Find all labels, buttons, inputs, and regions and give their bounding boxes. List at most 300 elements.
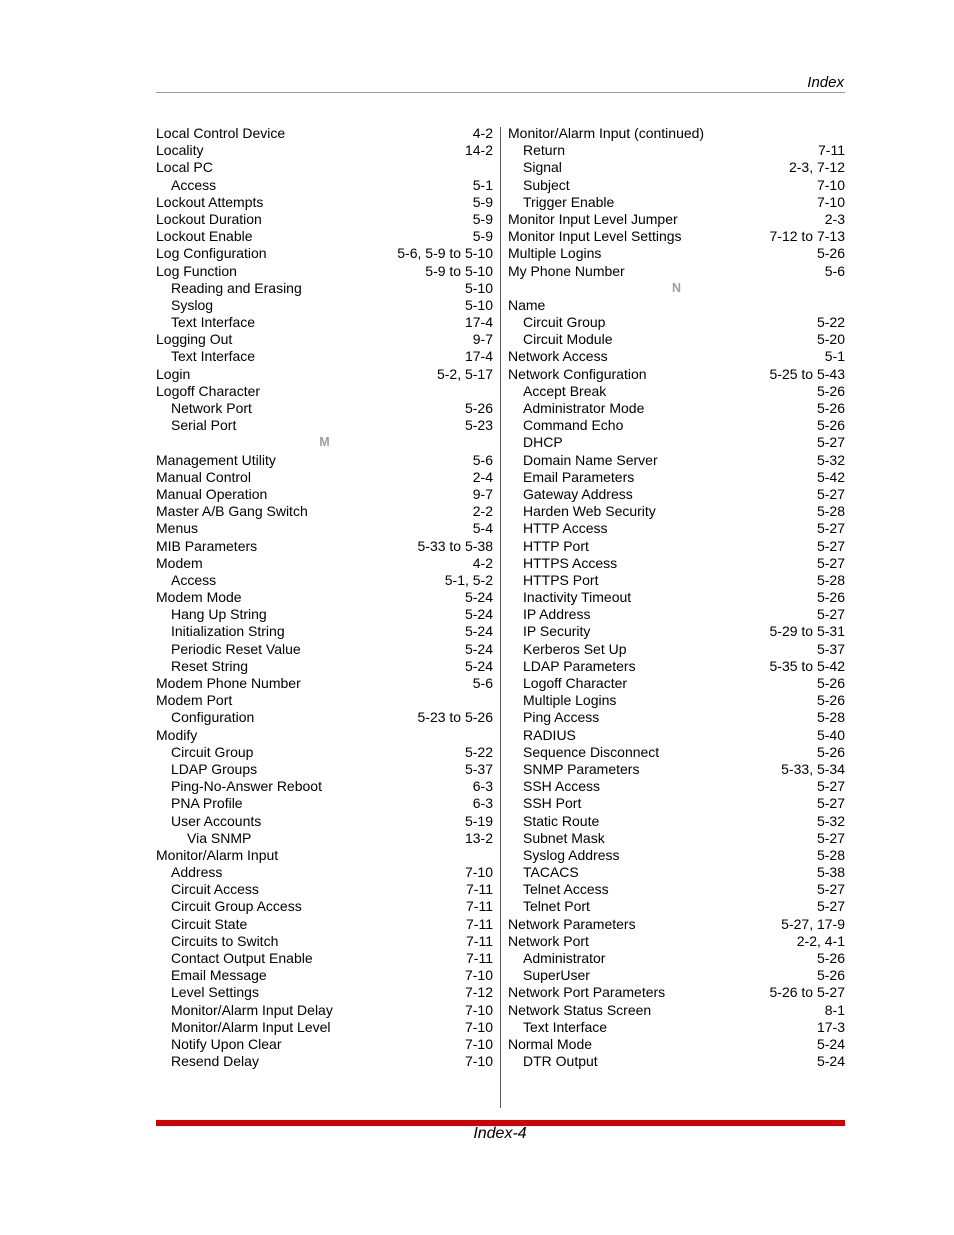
index-page-ref: 7-11 (466, 881, 493, 898)
index-subentry (508, 383, 845, 400)
index-term: Management Utility (156, 451, 276, 468)
index-subentry (508, 778, 845, 795)
index-term: DHCP (523, 434, 563, 451)
index-page-ref: 5-9 (472, 228, 493, 245)
index-term: Contact Output Enable (171, 950, 313, 966)
index-subentry (508, 1053, 845, 1070)
index-term: Domain Name Server (523, 451, 658, 468)
index-entry (508, 228, 845, 245)
index-page-ref: 7-11 (466, 950, 493, 966)
index-term: Modem Mode (156, 589, 242, 606)
index-term: Monitor Input Level Settings (508, 228, 682, 245)
index-subentry (508, 881, 845, 898)
index-page-ref: 5-27 (816, 795, 845, 812)
index-page-ref: 5-24 (464, 657, 493, 674)
index-term: Logoff Character (523, 675, 628, 691)
index-term: User Accounts (171, 812, 262, 829)
index-subentry (156, 984, 493, 1001)
index-subentry (508, 469, 845, 486)
index-subentry (508, 452, 845, 469)
index-term: Multiple Logins (523, 692, 617, 709)
index-page-ref: 5-9 (472, 193, 493, 210)
index-page-ref: 5-42 (816, 468, 845, 485)
index-page-ref: 5-35 to 5-42 (769, 657, 845, 674)
index-page-ref: 5-27 (816, 898, 845, 915)
page-section-label: Index (807, 74, 844, 91)
index-term: Administrator (523, 950, 606, 966)
index-page-ref: 7-11 (466, 915, 493, 932)
index-subentry (508, 641, 845, 658)
index-entry (156, 263, 493, 280)
index-subentry (156, 641, 493, 658)
index-page-ref: 5-22 (816, 314, 845, 331)
index-term: Lockout Duration (156, 210, 262, 227)
index-term: Return (523, 142, 566, 159)
index-term: Kerberos Set Up (523, 640, 627, 657)
index-term: Notify Upon Clear (171, 1035, 282, 1052)
index-page-ref: 6-3 (472, 795, 493, 812)
index-subentry (508, 434, 845, 451)
index-subentry (508, 555, 845, 572)
index-page-ref: 7-11 (818, 142, 845, 159)
index-subentry (156, 280, 493, 297)
index-subentry (508, 727, 845, 744)
index-subentry (508, 142, 845, 159)
index-term: Network Access (508, 348, 608, 365)
index-page-ref: 2-3 (824, 210, 845, 227)
index-page-ref: 5-27, 17-9 (781, 915, 845, 932)
index-page-ref: 4-2 (472, 125, 493, 141)
index-page-ref: 17-4 (464, 348, 493, 365)
index-term: Circuit Access (171, 881, 259, 898)
index-term: IP Address (523, 606, 591, 623)
index-page-ref: 5-37 (816, 640, 845, 657)
index-term: SNMP Parameters (523, 760, 640, 777)
index-subentry (156, 177, 493, 194)
index-entry (156, 159, 493, 176)
index-page-ref: 7-10 (464, 864, 493, 881)
index-term: Subnet Mask (523, 829, 605, 846)
index-term: Email Parameters (523, 468, 635, 485)
index-column-right (508, 125, 845, 1070)
index-page-ref: 5-27 (816, 881, 845, 898)
index-subentry (508, 847, 845, 864)
index-term: Initialization String (171, 623, 285, 640)
index-term: Serial Port (171, 417, 237, 434)
index-subentry (156, 1019, 493, 1036)
index-term: HTTP Port (523, 537, 589, 554)
index-term: Reading and Erasing (171, 279, 302, 296)
index-entry (156, 503, 493, 520)
index-term: Logoff Character (156, 382, 261, 399)
index-subentry (156, 967, 493, 984)
index-subentry (156, 813, 493, 830)
index-entry (156, 228, 493, 245)
index-page-ref: 5-10 (464, 296, 493, 313)
index-page-ref: 7-10 (816, 176, 845, 193)
index-page-ref: 4-2 (472, 554, 493, 571)
index-page-ref: 5-33 to 5-38 (417, 537, 493, 554)
index-term: Modem (156, 554, 203, 571)
index-page-ref: 5-6 (472, 451, 493, 468)
index-page-ref: 5-26 (816, 743, 845, 760)
index-page-ref: 6-3 (472, 778, 493, 795)
index-term: Syslog (171, 296, 214, 313)
index-term: Modify (156, 726, 198, 743)
index-term: Harden Web Security (523, 503, 656, 520)
index-entry (156, 675, 493, 692)
index-subentry (156, 795, 493, 812)
index-term: Reset String (171, 657, 249, 674)
index-entry (508, 245, 845, 262)
index-page-ref: 5-26 (816, 245, 845, 262)
index-term: Circuits to Switch (171, 932, 279, 949)
index-subentry (156, 348, 493, 365)
index-term: Telnet Access (523, 881, 609, 898)
index-entry (156, 727, 493, 744)
index-page-ref: 5-28 (816, 709, 845, 726)
index-page-ref: 5-27 (816, 778, 845, 795)
index-subentry (508, 675, 845, 692)
index-page-ref: 13-2 (464, 829, 493, 846)
index-page-ref: 5-26 to 5-27 (769, 984, 845, 1001)
index-subentry (508, 795, 845, 812)
index-subentry (156, 778, 493, 795)
index-page-ref: 5-9 to 5-10 (425, 262, 493, 279)
index-page-ref: 5-32 (816, 451, 845, 468)
index-subentry (508, 606, 845, 623)
index-entry (508, 125, 845, 142)
index-entry (156, 520, 493, 537)
index-term: Circuit Group (171, 743, 254, 760)
index-term: Normal Mode (508, 1035, 593, 1052)
index-letter-heading: M (319, 435, 330, 450)
index-term: Accept Break (523, 382, 607, 399)
index-subentry (156, 314, 493, 331)
page-number: Index-4 (473, 1125, 527, 1142)
index-page-ref: 5-26 (816, 400, 845, 416)
index-subentry (156, 950, 493, 967)
index-term: Master A/B Gang Switch (156, 503, 308, 520)
index-entry (156, 847, 493, 864)
index-page-ref: 5-24 (816, 1035, 845, 1052)
index-subentry (508, 967, 845, 984)
index-page-ref: 5-24 (464, 640, 493, 657)
index-entry (156, 589, 493, 606)
index-page-ref: 5-28 (816, 571, 845, 588)
index-entry (156, 692, 493, 709)
index-page-ref: 17-3 (816, 1018, 845, 1035)
index-term: Circuit Group (523, 314, 606, 331)
index-term: Syslog Address (523, 846, 620, 863)
index-entry (156, 486, 493, 503)
index-term: Via SNMP (187, 829, 252, 846)
index-term: Monitor/Alarm Input Level (171, 1018, 331, 1035)
index-term: Log Function (156, 262, 237, 279)
index-page-ref: 2-4 (472, 468, 493, 485)
index-term: HTTP Access (523, 520, 608, 537)
index-page-ref: 7-10 (464, 1001, 493, 1018)
index-term: Signal (523, 159, 562, 176)
index-subentry (508, 761, 845, 778)
index-page-ref: 5-6, 5-9 to 5-10 (397, 245, 493, 262)
index-subentry (508, 623, 845, 640)
index-term: Subject (523, 176, 570, 193)
index-term: Inactivity Timeout (523, 589, 632, 606)
index-subentry (508, 898, 845, 915)
index-subentry (508, 331, 845, 348)
index-subentry (156, 606, 493, 623)
index-page-ref: 5-27 (816, 554, 845, 571)
index-subentry (156, 417, 493, 434)
index-term: TACACS (523, 864, 579, 881)
index-column-left (156, 125, 493, 1070)
index-page-ref: 5-10 (464, 279, 493, 296)
index-term: Text Interface (171, 348, 256, 365)
index-page-ref: 5-26 (816, 692, 845, 709)
index-page-ref: 5-40 (816, 726, 845, 743)
index-term: Monitor/Alarm Input Delay (171, 1001, 333, 1018)
index-entry (508, 297, 845, 314)
index-term: Network Parameters (508, 915, 636, 932)
index-page-ref: 5-23 to 5-26 (417, 709, 493, 726)
index-page-ref: 7-11 (466, 898, 493, 915)
index-page-ref: 5-26 (816, 382, 845, 399)
index-entry (156, 194, 493, 211)
index-subentry (156, 1036, 493, 1053)
index-page-ref: 5-2, 5-17 (436, 365, 493, 382)
index-term: Locality (156, 142, 204, 159)
index-page-ref: 5-4 (472, 520, 493, 537)
index-term: Multiple Logins (508, 245, 602, 262)
index-term: Name (508, 296, 546, 313)
index-term: Email Message (171, 967, 267, 984)
index-subentry (508, 194, 845, 211)
index-subentry (508, 177, 845, 194)
index-term: Ping-No-Answer Reboot (171, 778, 322, 795)
index-subentry (508, 864, 845, 881)
index-term: Monitor Input Level Jumper (508, 210, 678, 227)
index-subentry (508, 744, 845, 761)
index-page-ref: 5-24 (464, 589, 493, 606)
index-term: Telnet Port (523, 898, 590, 915)
index-term: Local PC (156, 159, 213, 176)
index-page-ref: 5-24 (464, 606, 493, 623)
index-page-ref: 5-27 (816, 829, 845, 846)
index-entry (156, 452, 493, 469)
index-page-ref: 5-29 to 5-31 (769, 623, 845, 640)
index-subentry (156, 916, 493, 933)
index-page-ref: 5-1 (824, 348, 845, 365)
index-page-ref: 5-28 (816, 503, 845, 520)
index-term: Text Interface (523, 1018, 608, 1035)
index-entry (156, 469, 493, 486)
index-term: LDAP Groups (171, 760, 258, 777)
index-term: Circuit Module (523, 331, 613, 348)
index-term: Local Control Device (156, 125, 286, 141)
index-term: Manual Operation (156, 485, 268, 502)
index-term: Network Configuration (508, 365, 647, 382)
index-entry (508, 1002, 845, 1019)
index-entry (508, 984, 845, 1001)
index-page-ref: 7-11 (466, 932, 493, 949)
index-term: Circuit Group Access (171, 898, 302, 915)
index-term: SuperUser (523, 967, 590, 984)
index-entry (156, 555, 493, 572)
index-term: Network Port (508, 932, 589, 949)
index-term: Configuration (171, 709, 255, 726)
index-subentry (156, 658, 493, 675)
index-term: My Phone Number (508, 262, 625, 279)
index-page-ref: 2-2 (472, 503, 493, 520)
index-term: Sequence Disconnect (523, 743, 660, 760)
index-term: Lockout Attempts (156, 193, 264, 210)
index-term: Login (156, 365, 191, 382)
index-entry (508, 211, 845, 228)
index-subentry (156, 933, 493, 950)
index-subentry (508, 538, 845, 555)
index-subentry (156, 572, 493, 589)
index-term: Static Route (523, 812, 600, 829)
index-term: Network Port (171, 400, 252, 416)
index-subentry (508, 589, 845, 606)
index-term: Periodic Reset Value (171, 640, 301, 657)
index-page-ref: 5-20 (816, 331, 845, 348)
index-term: Gateway Address (523, 485, 633, 502)
index-term: PNA Profile (171, 795, 243, 812)
index-subentry (156, 297, 493, 314)
index-subentry (156, 830, 493, 847)
index-page-ref: 17-4 (464, 314, 493, 331)
index-term: Monitor/Alarm Input (156, 846, 279, 863)
index-term: Logging Out (156, 331, 233, 348)
index-letter-heading: N (671, 280, 682, 295)
index-page-ref: 5-32 (816, 812, 845, 829)
index-term: Modem Phone Number (156, 675, 301, 691)
index-term: Command Echo (523, 417, 624, 434)
index-subentry (508, 692, 845, 709)
index-page-ref: 5-38 (816, 864, 845, 881)
index-entry (156, 538, 493, 555)
index-term: SSH Port (523, 795, 582, 812)
index-term: SSH Access (523, 778, 601, 795)
index-term: RADIUS (523, 726, 576, 743)
index-page-ref: 2-2, 4-1 (796, 932, 845, 949)
index-page-ref: 14-2 (464, 142, 493, 159)
index-page-ref: 7-10 (464, 1053, 493, 1070)
index-page-ref: 9-7 (472, 331, 493, 348)
index-page-ref: 5-28 (816, 846, 845, 863)
index-subentry (156, 400, 493, 417)
index-term: HTTPS Port (523, 571, 599, 588)
index-page-ref: 9-7 (472, 485, 493, 502)
index-entry (508, 1036, 845, 1053)
index-term: LDAP Parameters (523, 657, 636, 674)
index-subentry (508, 950, 845, 967)
index-subentry (156, 761, 493, 778)
index-entry (156, 331, 493, 348)
index-subentry (508, 1019, 845, 1036)
index-page-ref: 5-26 (816, 417, 845, 434)
index-subentry (156, 1002, 493, 1019)
index-term: Access (171, 176, 217, 193)
index-page-ref: 5-6 (472, 675, 493, 691)
index-term: Administrator Mode (523, 400, 645, 416)
index-subentry (508, 658, 845, 675)
index-subentry (508, 486, 845, 503)
index-entry (508, 366, 845, 383)
index-term: Trigger Enable (523, 193, 615, 210)
index-page-ref: 5-26 (816, 589, 845, 606)
index-term: Manual Control (156, 468, 251, 485)
index-term: Lockout Enable (156, 228, 253, 245)
index-page-ref: 5-26 (816, 967, 845, 984)
index-page-ref: 5-24 (464, 623, 493, 640)
index-page-ref: 5-27 (816, 520, 845, 537)
index-term: MIB Parameters (156, 537, 258, 554)
index-subentry (156, 709, 493, 726)
index-subentry (156, 898, 493, 915)
index-entry (156, 383, 493, 400)
index-subentry (156, 1053, 493, 1070)
index-subentry (508, 572, 845, 589)
index-page-ref: 5-9 (472, 210, 493, 227)
index-term: Network Port Parameters (508, 984, 666, 1001)
index-term: Hang Up String (171, 606, 267, 623)
index-term: Resend Delay (171, 1053, 259, 1070)
index-subentry (508, 400, 845, 417)
index-entry (508, 933, 845, 950)
index-page-ref: 5-23 (464, 417, 493, 434)
index-term: Modem Port (156, 692, 233, 709)
header-divider (156, 92, 845, 93)
index-subentry (156, 881, 493, 898)
index-page-ref: 5-24 (816, 1053, 845, 1070)
index-term: Monitor/Alarm Input (continued) (508, 125, 705, 141)
index-subentry (508, 503, 845, 520)
index-subentry (156, 623, 493, 640)
column-divider (500, 127, 501, 1108)
index-entry (508, 348, 845, 365)
index-term: Log Configuration (156, 245, 267, 262)
index-subentry (508, 417, 845, 434)
index-subentry (508, 520, 845, 537)
index-page-ref: 8-1 (824, 1001, 845, 1018)
index-term: Level Settings (171, 984, 259, 1001)
index-term: Address (171, 864, 223, 881)
index-page-ref: 5-27 (816, 606, 845, 623)
index-subentry (508, 813, 845, 830)
index-page-ref: 5-27 (816, 434, 845, 451)
index-term: Access (171, 571, 217, 588)
index-page-ref: 5-1 (472, 176, 493, 193)
index-page-ref: 7-10 (464, 1018, 493, 1035)
index-entry (508, 916, 845, 933)
index-entry (156, 245, 493, 262)
index-page-ref: 7-10 (464, 967, 493, 984)
index-term: Network Status Screen (508, 1001, 652, 1018)
index-term: IP Security (523, 623, 591, 640)
index-subentry (508, 830, 845, 847)
index-entry (156, 142, 493, 159)
index-page-ref: 5-26 (816, 950, 845, 966)
index-term: HTTPS Access (523, 554, 618, 571)
index-term: Ping Access (523, 709, 600, 726)
index-page-ref: 5-26 (464, 400, 493, 416)
index-page-ref: 5-19 (464, 812, 493, 829)
index-page-ref: 7-12 (464, 984, 493, 1001)
index-subentry (508, 709, 845, 726)
